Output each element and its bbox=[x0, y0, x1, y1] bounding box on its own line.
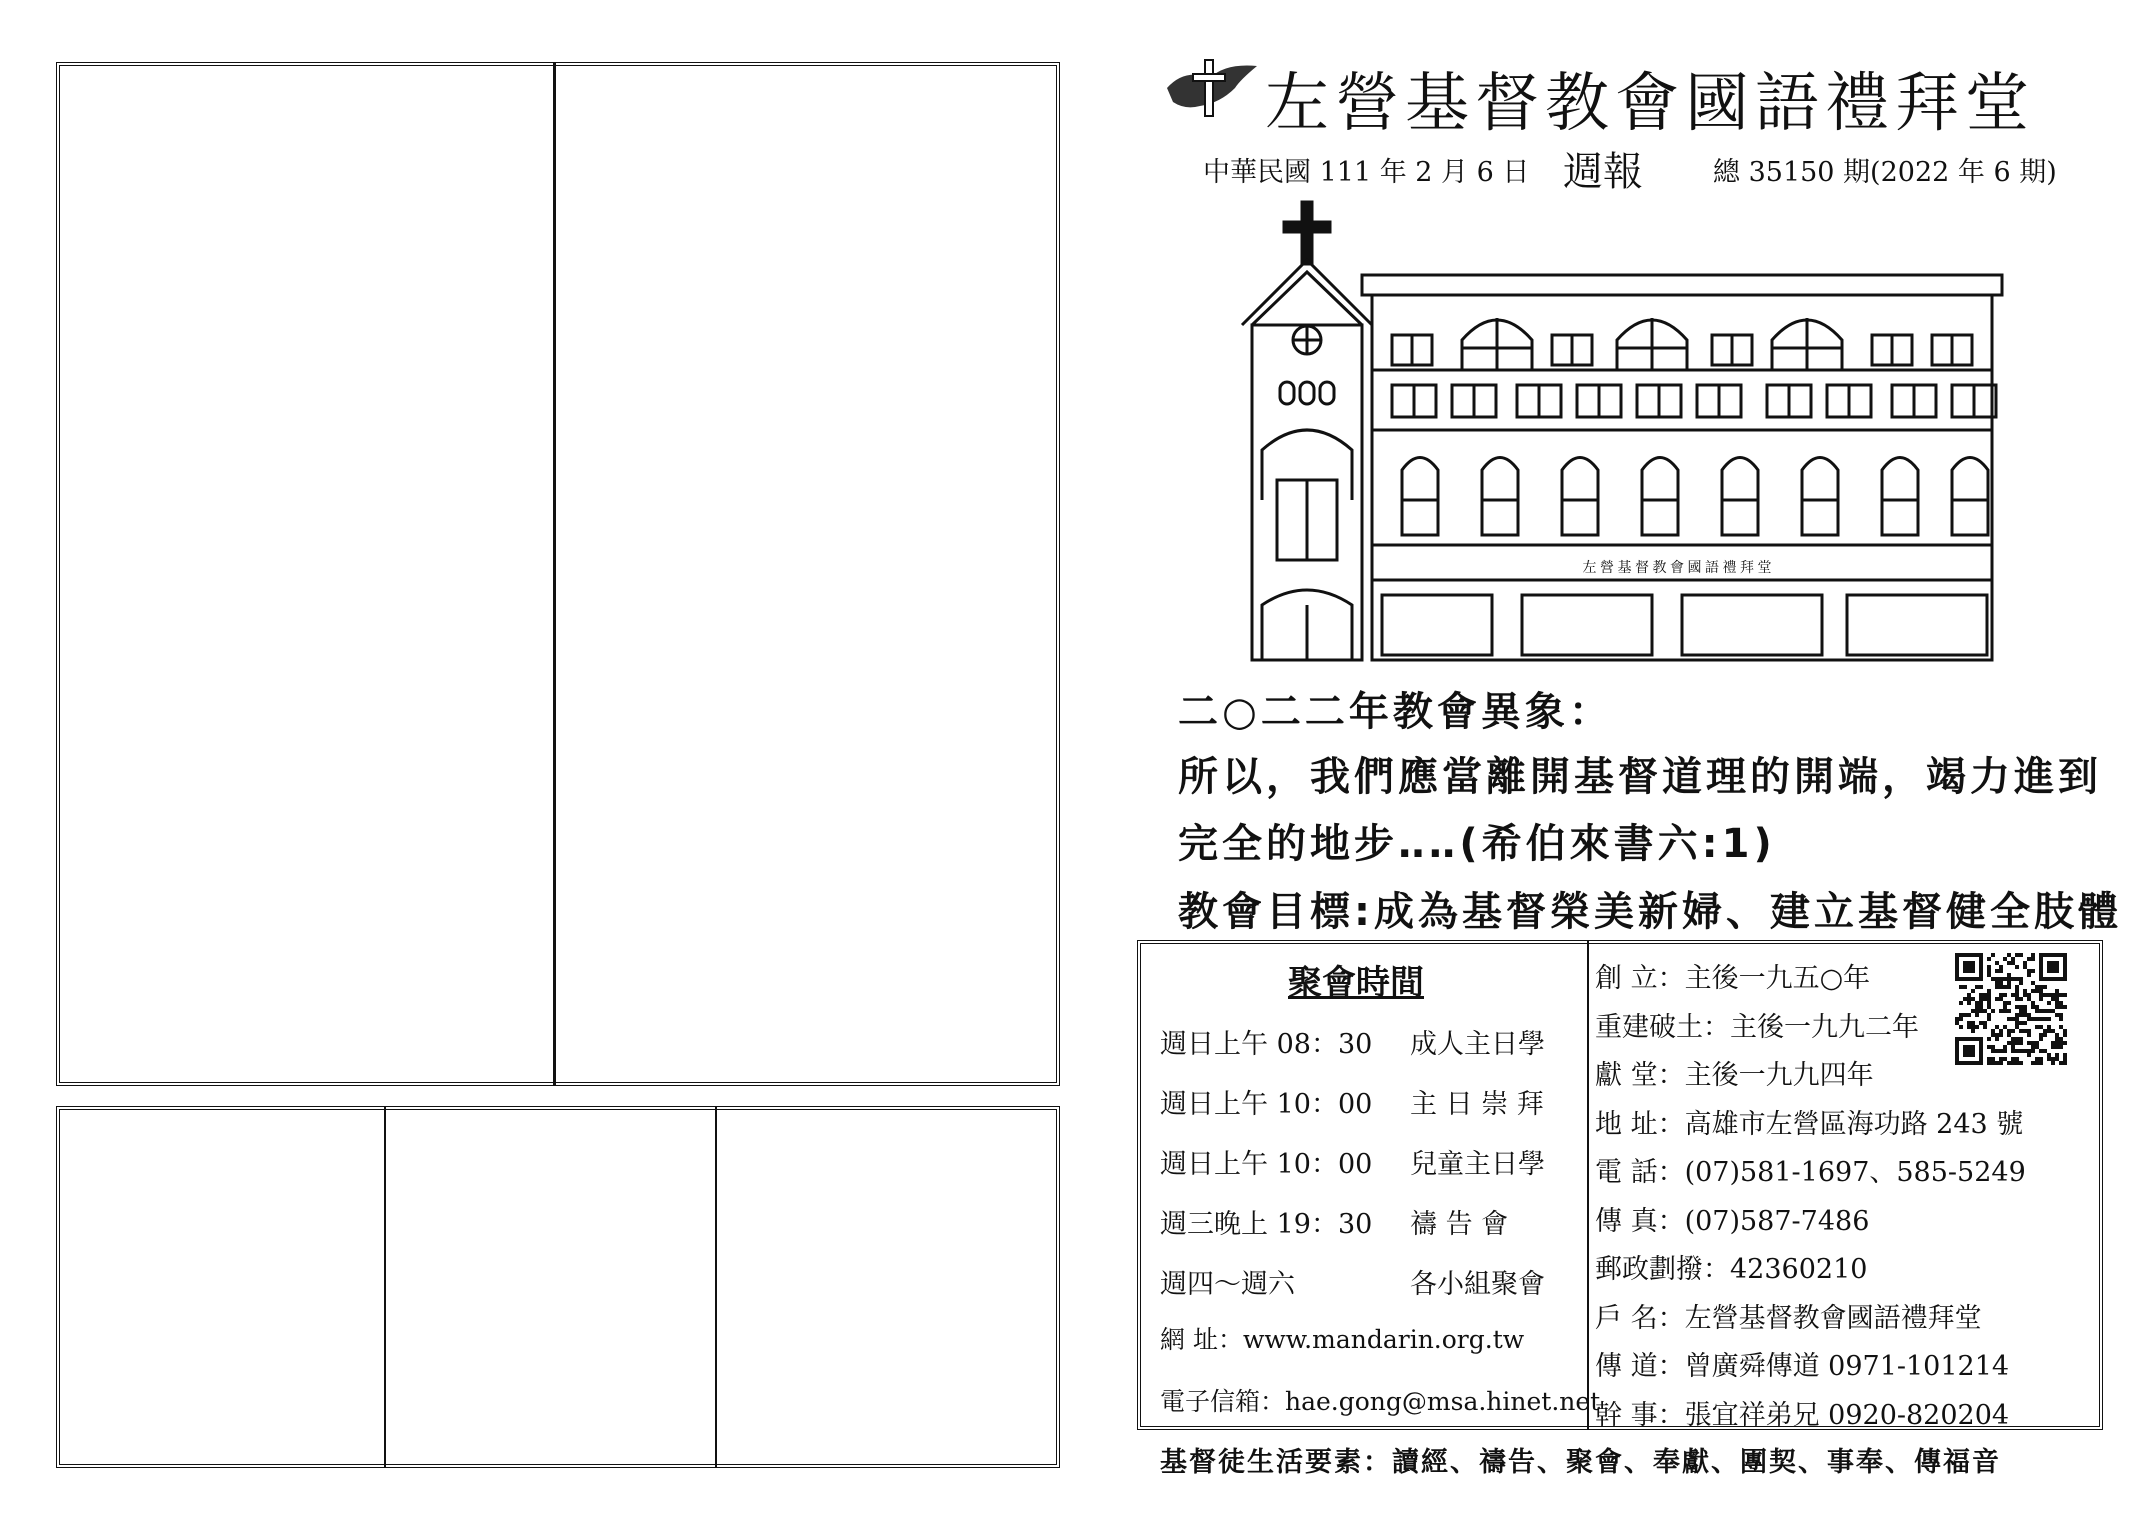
church-goal: 教會目標:成為基督榮美新婦、建立基督健全肢體 bbox=[1178, 889, 2122, 935]
meeting-name: 成人主日學 bbox=[1410, 1029, 1545, 1060]
meeting-time: 週日上午 08：30 bbox=[1160, 1029, 1373, 1060]
church-info-line: 幹 事：張宜祥弟兄 0920-820204 bbox=[1595, 1399, 2010, 1431]
offering-box bbox=[56, 1106, 1060, 1468]
church-info-line: 戶 名：左營基督教會國語禮拜堂 bbox=[1595, 1302, 1982, 1334]
announcements-box bbox=[56, 62, 1060, 1086]
church-title: 左營基督教會國語禮拜堂 bbox=[1265, 67, 2035, 141]
info-divider bbox=[1587, 940, 1589, 1430]
church-info-line: 獻 堂：主後一九九四年 bbox=[1595, 1060, 1874, 1091]
building-sign: 左 營 基 督 教 會 國 語 禮 拜 堂 bbox=[1582, 561, 1772, 576]
church-info-line: 電 話：(07)581-1697、585-5249 bbox=[1595, 1157, 2026, 1188]
offering-divider-1 bbox=[384, 1106, 386, 1468]
meeting-times-title: 聚會時間 bbox=[1288, 963, 1424, 1003]
church-info-line: 傳 道：曾廣舜傳道 0971-101214 bbox=[1595, 1351, 2010, 1382]
dove-cross-logo bbox=[1165, 58, 1260, 118]
church-info-line: 地 址：高雄市左營區海功路 243 號 bbox=[1595, 1108, 2024, 1140]
bulletin-date: 中華民國 111 年 2 月 6 日 bbox=[1203, 157, 1530, 188]
offering-divider-2 bbox=[715, 1106, 717, 1468]
announcements-divider bbox=[553, 62, 556, 1086]
vision-verse-1: 所以，我們應當離開基督道理的開端，竭力進到 bbox=[1178, 754, 2102, 800]
meeting-name: 各小組聚會 bbox=[1410, 1269, 1545, 1300]
issue-number: 總 35150 期(2022 年 6 期) bbox=[1713, 157, 2057, 188]
church-info-line: 傳 真：(07)587-7486 bbox=[1595, 1205, 1870, 1237]
meeting-time: 週日上午 10：00 bbox=[1160, 1149, 1373, 1180]
church-building-illustration bbox=[1232, 200, 2012, 665]
qr-code bbox=[1955, 953, 2067, 1065]
church-info-line: 重建破土：主後一九九二年 bbox=[1595, 1011, 1919, 1043]
weekly-label: 週報 bbox=[1563, 149, 1643, 195]
meeting-name: 禱 告 會 bbox=[1410, 1209, 1509, 1240]
vision-heading: 二○二二年教會異象： bbox=[1178, 689, 1613, 735]
meeting-time: 週三晚上 19：30 bbox=[1160, 1209, 1373, 1240]
christian-life-essentials: 基督徒生活要素：讀經、禱告、聚會、奉獻、團契、事奉、傳福音 bbox=[1160, 1447, 2001, 1478]
meeting-name: 兒童主日學 bbox=[1410, 1149, 1545, 1180]
vision-verse-2: 完全的地步‥‥(希伯來書六:1) bbox=[1178, 821, 1776, 867]
meeting-name: 主 日 崇 拜 bbox=[1410, 1089, 1544, 1120]
meeting-time: 週日上午 10：00 bbox=[1160, 1089, 1373, 1120]
church-info-line: 創 立：主後一九五○年 bbox=[1595, 963, 1871, 994]
church-website: 網 址：www.mandarin.org.tw bbox=[1160, 1325, 1525, 1354]
meeting-time: 週四～週六 bbox=[1160, 1269, 1295, 1300]
church-email: 電子信箱：hae.gong@msa.hinet.net bbox=[1160, 1387, 1601, 1416]
church-info-line: 郵政劃撥：42360210 bbox=[1595, 1254, 1868, 1285]
